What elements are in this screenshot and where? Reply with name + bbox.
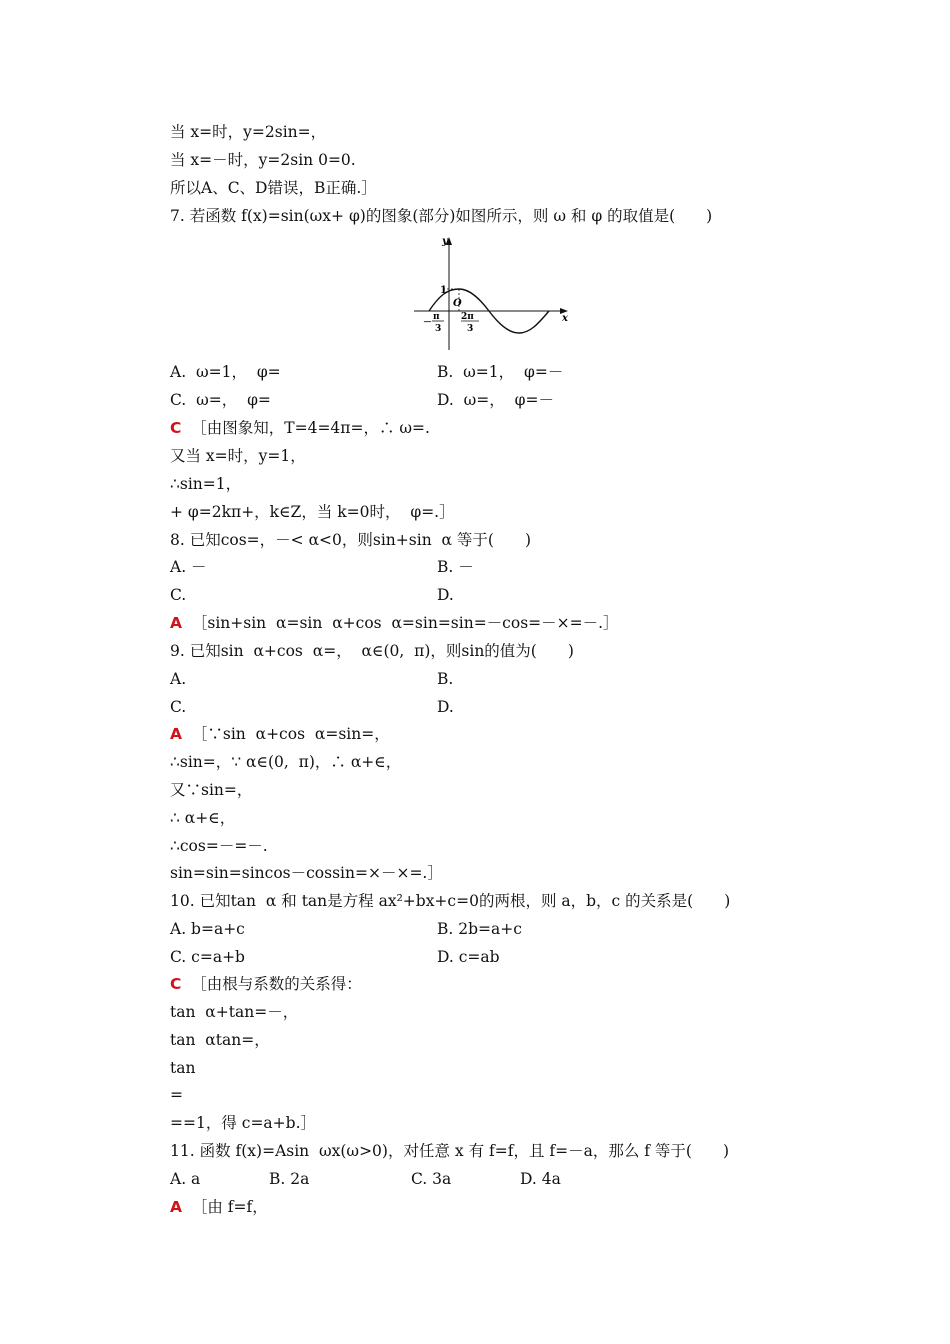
text-line: tan αtan=， [170, 1031, 270, 1049]
option-d: D. c=ab [437, 948, 500, 966]
option-a: A. ω=1， φ= [170, 363, 281, 381]
text-line: tan [170, 1059, 196, 1077]
neg-tick-den: 3 [435, 324, 442, 334]
text-line: ∴cos=－=－. [170, 837, 268, 855]
question-11: 11. 函数 f(x)=Asin ωx(ω>0)，对任意 x 有 f=f，且 f=－a，那么 f 等于( ) [170, 1142, 730, 1160]
text-line: tan α+tan=－， [170, 1003, 299, 1021]
option-c: C. [170, 586, 187, 604]
question-8: 8. 已知cos=，－< α<0，则sin+sin α 等于( ) [170, 531, 532, 549]
text-line: + φ=2kπ+，k∈Z，当 k=0时， φ=.］ [170, 503, 455, 521]
answer-9 [170, 724, 390, 744]
text-line: 又当 x=时，y=1， [170, 447, 306, 465]
option-a: A. － [170, 558, 207, 576]
answer-letter: C [170, 975, 182, 993]
option-d: D. [437, 698, 454, 716]
option-a: A. [170, 670, 187, 688]
answer-10 [170, 974, 362, 994]
pos-tick-den: 3 [467, 324, 474, 334]
option-c: C. [170, 698, 187, 716]
text-line: = [170, 1086, 183, 1104]
answer-letter: C [170, 419, 182, 437]
answer-text: ［由图象知，T=4=4π=，∴ ω=. [191, 419, 430, 437]
option-a: A. b=a+c [170, 920, 245, 938]
option-d: D. 4a [520, 1170, 561, 1188]
origin-label: O [453, 298, 462, 309]
option-c: C. 3a [411, 1170, 452, 1188]
option-c: C. ω=， φ= [170, 391, 271, 409]
text-line: ∴sin=，∵ α∈(0, π)，∴ α+∈， [170, 753, 402, 771]
text-line: ∴ α+∈， [170, 809, 236, 827]
one-label: 1 [440, 285, 447, 296]
option-b: B. ω=1， φ=－ [437, 363, 564, 381]
text-line: 所以A、C、D错误，B正确.］ [170, 179, 377, 197]
option-b: B. 2b=a+c [437, 920, 522, 938]
text-line: 当 x=时，y=2sin=， [170, 123, 327, 141]
y-axis-label: y [442, 236, 448, 247]
option-c: C. c=a+b [170, 948, 245, 966]
option-b: B. － [437, 558, 474, 576]
answer-text: ［∵sin α+cos α=sin=， [191, 725, 390, 743]
answer-8 [170, 613, 619, 633]
answer-7 [170, 418, 430, 438]
question-10: 10. 已知tan α 和 tan是方程 ax²+bx+c=0的两根，则 a，b，c 的关系是( ) [170, 892, 731, 910]
option-d: D. [437, 586, 454, 604]
text-line: 又∵sin=， [170, 781, 253, 799]
answer-text: ［由 f=f， [191, 1198, 268, 1216]
neg-sign: － [423, 318, 433, 328]
text-line: ∴sin=1， [170, 475, 242, 493]
question-9: 9. 已知sin α+cos α=， α∈(0, π)，则sin的值为( ) [170, 642, 574, 660]
text-line: ==1，得 c=a+b.］ [170, 1114, 317, 1132]
sine-graph [412, 232, 572, 354]
option-d: D. ω=， φ=－ [437, 391, 554, 409]
answer-letter: A [170, 725, 182, 743]
neg-tick-num: π [433, 312, 440, 322]
option-b: B. [437, 670, 454, 688]
option-b: B. 2a [269, 1170, 310, 1188]
answer-text: ［sin+sin α=sin α+cos α=sin=sin=－cos=－×=－.］ [191, 614, 619, 632]
option-a: A. a [170, 1170, 201, 1188]
text-line: 当 x=－时，y=2sin 0=0. [170, 151, 356, 169]
answer-text: ［由根与系数的关系得： [191, 975, 362, 993]
question-7: 7. 若函数 f(x)=sin(ωx+ φ)的图象(部分)如图所示，则 ω 和 φ 的取值是( ) [170, 207, 713, 225]
pos-tick-num: 2π [461, 312, 474, 322]
answer-letter: A [170, 614, 182, 632]
answer-letter: A [170, 1198, 182, 1216]
text-line: sin=sin=sincos－cossin=×－×=.］ [170, 864, 443, 882]
answer-11 [170, 1197, 268, 1217]
x-axis-label: x [562, 313, 568, 324]
